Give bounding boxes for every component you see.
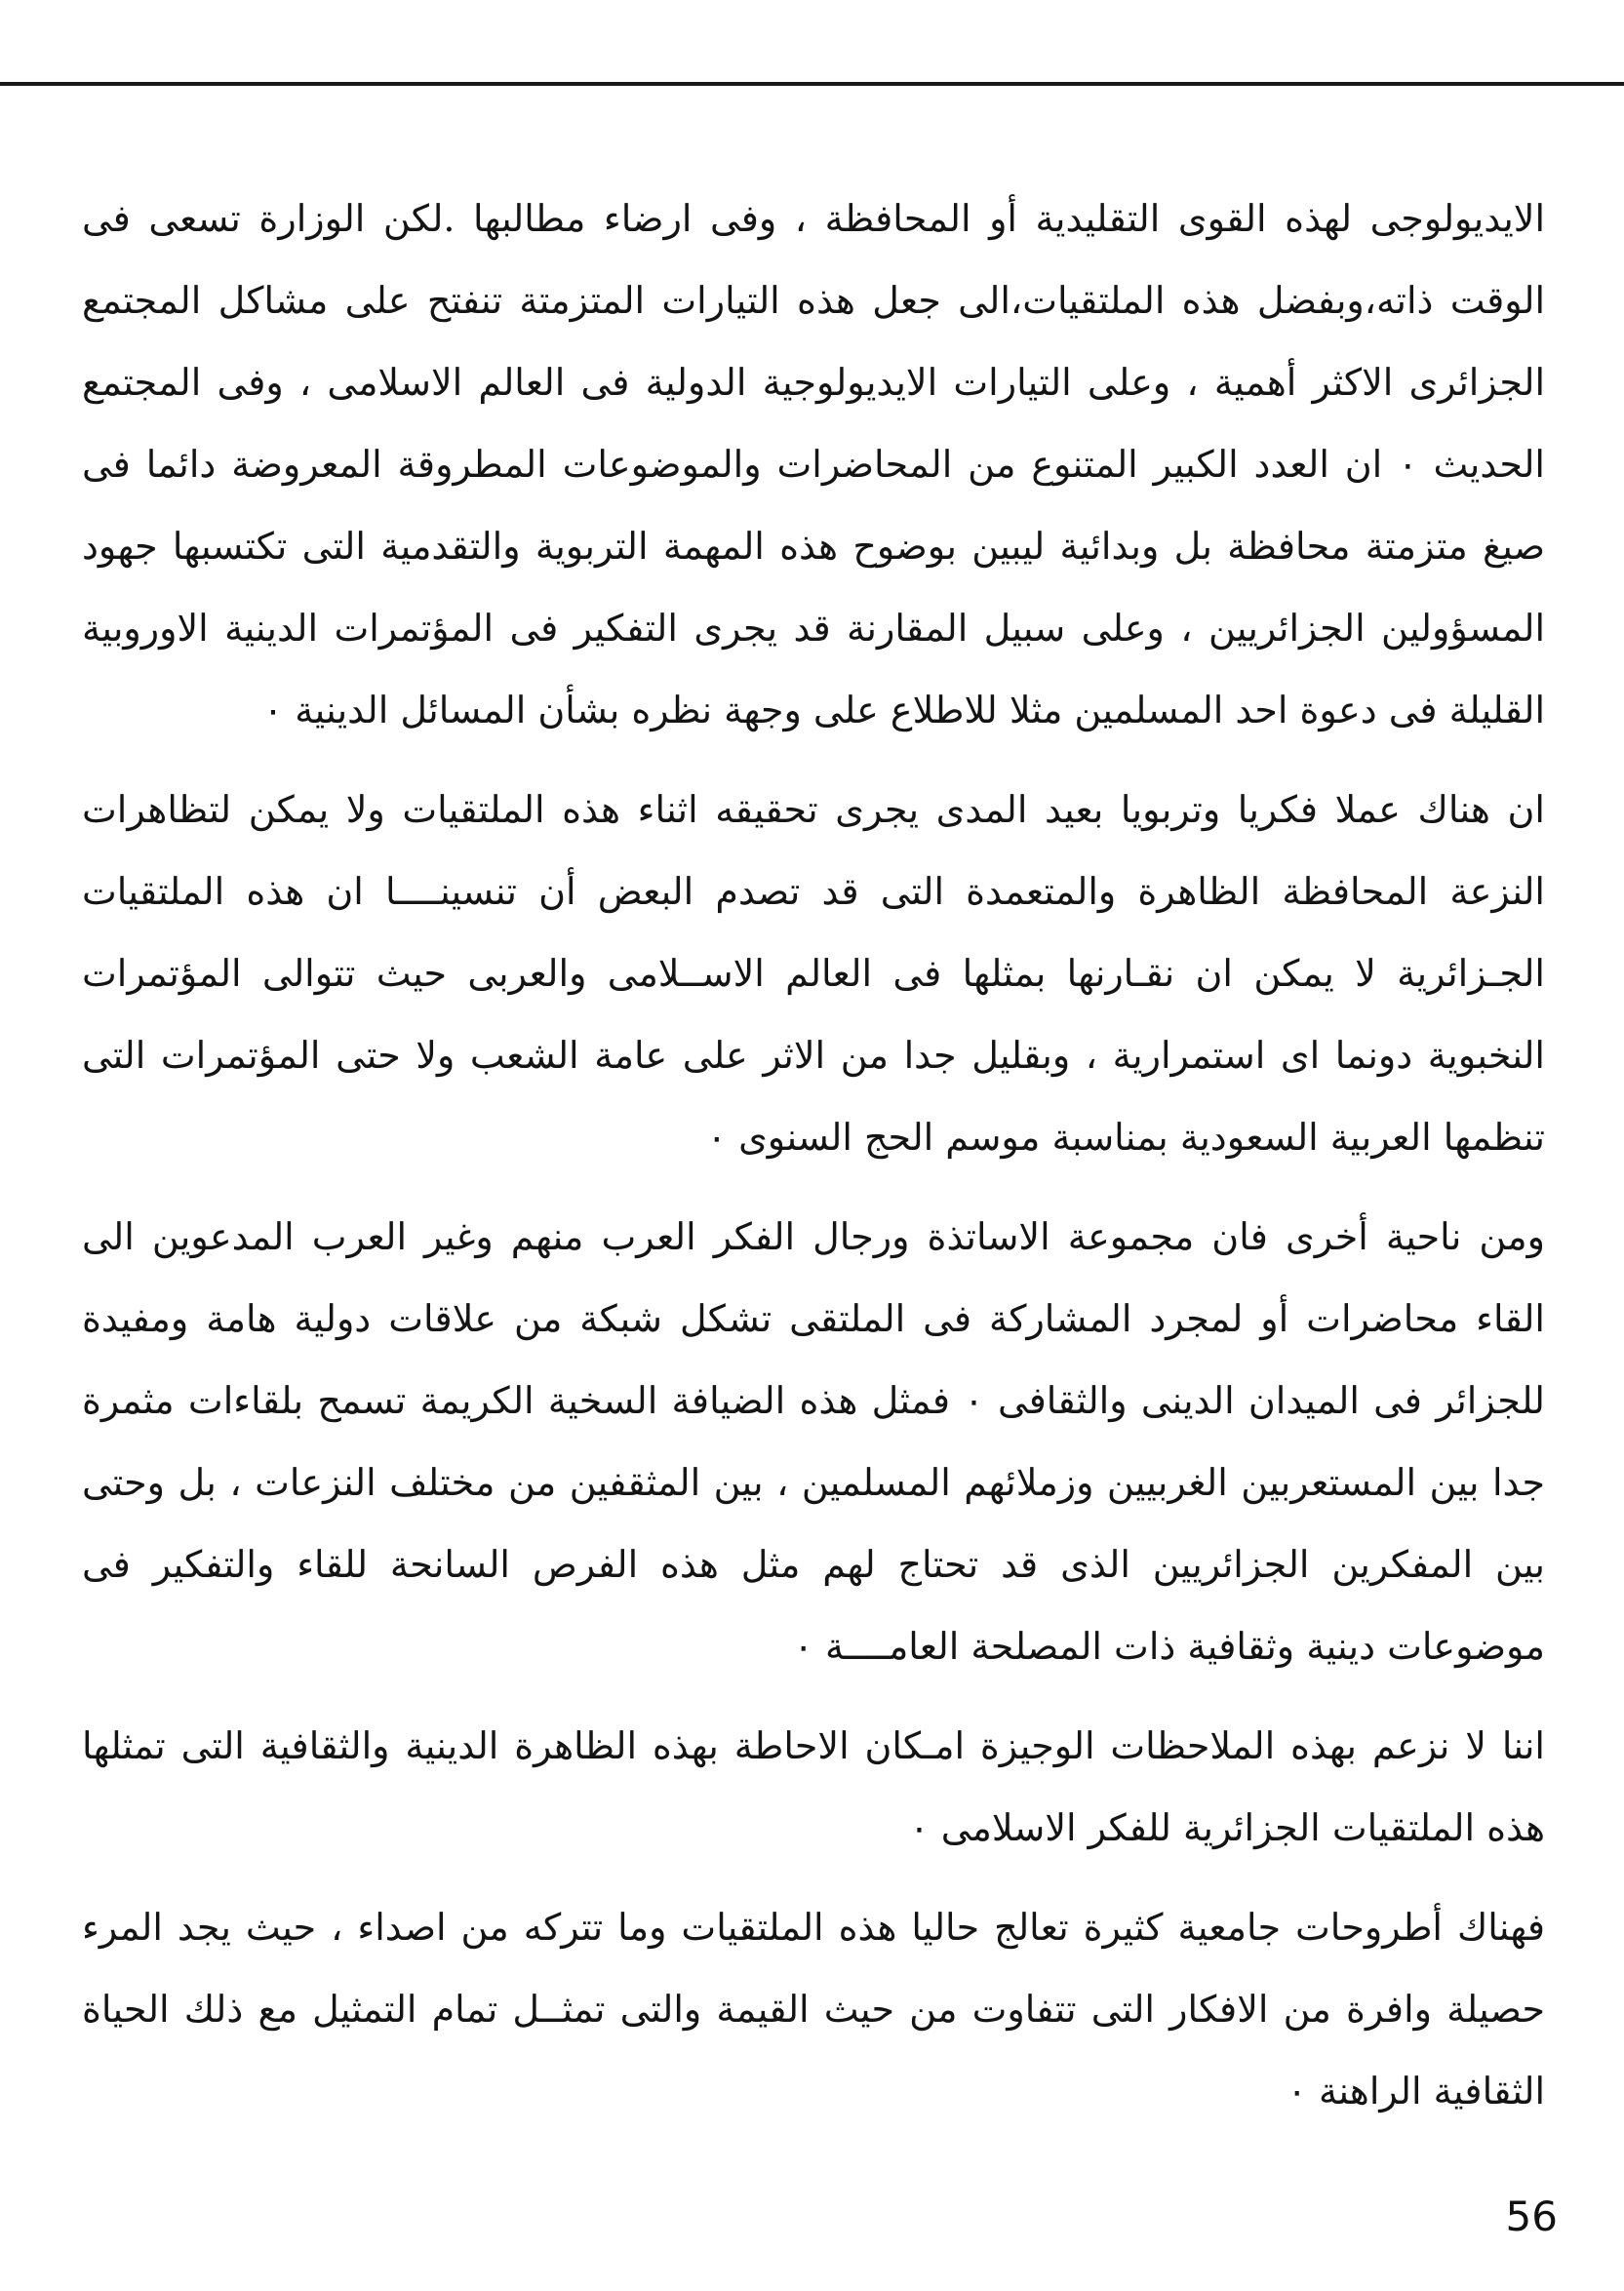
paragraph-5: فهناك أطروحات جامعية كثيرة تعالج حاليا هذه الملتقيات وما تتركه من اصداء ، حيث يجد المرء حصيلة وافرة من الافكار التى تتفاوت من حيث القيمة والتى تمثــل تمام التمثيل مع ذلك الحياة الثقافية الراهنة ٠	[82, 1906, 1545, 2113]
paragraph-2: ان هناك عملا فكريا وتربويا بعيد المدى يجرى تحقيقه اثناء هذه الملتقيات ولا يمكن لتظاهرات النزعة المحافظة الظاهرة والمتعمدة التى قد تصدم البعض أن تنسينــــا ان هذه الملتقيات الجـزائرية لا يمكن ان نقـارنها بمثلها فى العالم الاســلامى والعربى حيث تتوالى المؤتمرات النخبوية دونما اى استمرارية ، وبقليل جدا من الاثر على عامة الشعب ولا حتى المؤتمرات التى تنظمها العربية السعودية بمناسبة موسم الحج السنوى ٠	[82, 788, 1545, 1159]
paragraph-4: اننا لا نزعم بهذه الملاحظات الوجيزة امـكان الاحاطة بهذه الظاهرة الدينية والثقافية التى تمثلها هذه الملتقيات الجزائرية للفكر الاسلامى ٠	[82, 1724, 1545, 1849]
paragraph-1: الايديولوجى لهذه القوى التقليدية أو المحافظة ، وفى ارضاء مطالبها .لكن الوزارة تسعى فى الوقت ذاته،وبفضل هذه الملتقيات،الى جعل هذه التيارات المتزمتة تنفتح على مشاكل المجتمع الجزائرى الاكثر أهمية ، وعلى التيارات الايديولوجية الدولية فى العالم الاسلامى ، وفى المجتمع الحديث ٠ ان العدد الكبير المتنوع من المحاضرات والموضوعات المطروقة المعروضة دائما فى صيغ متزمتة محافظة بل وبدائية ليبين بوضوح هذه المهمة التربوية والتقدمية التى تكتسبها جهود المسؤولين الجزائريين ، وعلى سبيل المقارنة قد يجرى التفكير فى المؤتمرات الدينية الاوروبية القليلة فى دعوة احد المسلمين مثلا للاطلاع على وجهة نظره بشأن المسائل الدينية ٠	[82, 197, 1545, 731]
page-body	[82, 178, 1545, 2132]
top-rule	[0, 82, 1624, 86]
page-number: 56	[1505, 2192, 1558, 2240]
paragraph-3: ومن ناحية أخرى فان مجموعة الاساتذة ورجال الفكر العرب منهم وغير العرب المدعوين الى القاء محاضرات أو لمجرد المشاركة فى الملتقى تشكل شبكة من علاقات دولية هامة ومفيدة للجزائر فى الميدان الدينى والثقافى ٠ فمثل هذه الضيافة السخية الكريمة تسمح بلقاءات مثمرة جدا بين المستعربين الغربيين وزملائهم المسلمين ، بين المثقفين من مختلف النزعات ، بل وحتى بين المفكرين الجزائريين الذى قد تحتاج لهم مثل هذه الفرص السانحة للقاء والتفكير فى موضوعات دينية وثقافية ذات المصلحة العامــــة ٠	[82, 1215, 1545, 1668]
